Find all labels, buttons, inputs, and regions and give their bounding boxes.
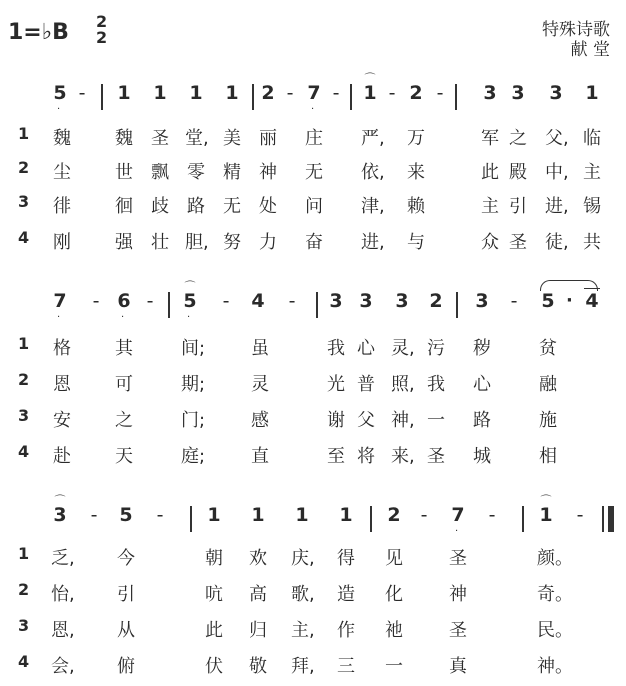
lyric: 进, [361, 232, 385, 253]
lyric: 赴 [53, 446, 71, 467]
lyric: 敬 [249, 656, 267, 677]
octave-dot-low: · [311, 104, 315, 115]
lyric: 神 [449, 584, 467, 605]
lyric: 见 [385, 548, 403, 569]
lyric: 伏 [205, 656, 223, 677]
lyric: 庄 [305, 128, 323, 149]
lyric: 恩, [51, 620, 75, 641]
time-signature [96, 14, 107, 46]
lyric: 格 [53, 338, 71, 359]
lyric: 会, [51, 656, 75, 677]
lyric: 我 [327, 338, 345, 359]
lyric: 俯 [117, 656, 135, 677]
lyric: 依, [361, 162, 385, 183]
lyric: 引 [117, 584, 135, 605]
lyric: 临 [583, 128, 601, 149]
note: 2 [429, 290, 443, 312]
lyric: 归 [249, 620, 267, 641]
note: 3 [483, 82, 497, 104]
note: 5 [541, 290, 555, 312]
bar-line [522, 506, 524, 532]
lyric: 此 [205, 620, 223, 641]
lyric: 可 [115, 374, 133, 395]
lyric: 众 [481, 232, 499, 253]
lyric: 直 [251, 446, 269, 467]
lyric: 万 [407, 128, 425, 149]
verse-number: 1 [18, 334, 30, 353]
dash: - [90, 504, 98, 526]
lyric: 颜。 [537, 548, 573, 569]
lyrics-line [0, 616, 626, 644]
lyric: 光 [327, 374, 345, 395]
lyric: 虽 [251, 338, 269, 359]
augmentation-dot: · [566, 290, 573, 311]
verse-number: 4 [18, 652, 30, 671]
lyric: 高 [249, 584, 267, 605]
note: 6 [117, 290, 131, 312]
dash: - [156, 504, 164, 526]
lyric: 尘 [53, 162, 71, 183]
lyric: 间; [181, 338, 206, 359]
lyrics-line [0, 406, 626, 434]
lyric: 一 [385, 656, 403, 677]
verse-number: 4 [18, 442, 30, 461]
bar-line [252, 84, 254, 110]
verse-number: 3 [18, 616, 30, 635]
lyric: 乏, [51, 548, 75, 569]
lyric: 奋 [305, 232, 323, 253]
note: 2 [409, 82, 423, 104]
lyric: 心 [473, 374, 491, 395]
bar-line [168, 292, 170, 318]
lyric: 无 [305, 162, 323, 183]
song-title: 献 堂 [570, 40, 610, 60]
note: 3 [475, 290, 489, 312]
lyric: 堂, [185, 128, 209, 149]
lyric: 施 [539, 410, 557, 431]
lyric: 津, [361, 196, 385, 217]
lyric: 主, [291, 620, 315, 641]
fermata-icon: ⌒ [54, 494, 66, 507]
bar-line [101, 84, 103, 110]
lyric: 欢 [249, 548, 267, 569]
lyric: 融 [539, 374, 557, 395]
octave-dot-low: · [57, 312, 61, 323]
lyric: 门; [181, 410, 206, 431]
lyric: 谢 [327, 410, 345, 431]
key-signature: 1=♭B [8, 20, 69, 45]
fermata-icon: ⌒ [364, 72, 376, 85]
lyric: 吭 [205, 584, 223, 605]
lyric: 来 [407, 162, 425, 183]
lyric: 中, [545, 162, 569, 183]
bar-line [370, 506, 372, 532]
lyric: 我 [427, 374, 445, 395]
note: 3 [359, 290, 373, 312]
note: 1 [585, 82, 599, 104]
lyric: 丽 [259, 128, 277, 149]
lyrics-line [0, 580, 626, 608]
lyric: 将 [357, 446, 375, 467]
bar-line [455, 84, 457, 110]
dash: - [286, 82, 294, 104]
lyric: 造 [337, 584, 355, 605]
octave-dot-low: · [455, 526, 459, 537]
lyric: 奇。 [537, 584, 573, 605]
dash: - [436, 82, 444, 104]
note: 1 [251, 504, 265, 526]
lyric: 民。 [537, 620, 573, 641]
note: 5 [183, 290, 197, 312]
lyric: 神, [391, 410, 415, 431]
lyric: 感 [251, 410, 269, 431]
note: 1 [189, 82, 203, 104]
lyric: 锡 [583, 196, 601, 217]
lyric: 无 [223, 196, 241, 217]
note: 4 [585, 290, 599, 312]
octave-dot-low: · [57, 104, 61, 115]
note: 3 [511, 82, 525, 104]
lyrics-line [0, 544, 626, 572]
note: 1 [363, 82, 377, 104]
verse-number: 4 [18, 228, 30, 247]
lyric: 神。 [537, 656, 573, 677]
note: 7 [451, 504, 465, 526]
lyric: 圣 [151, 128, 169, 149]
time-sig-denominator: 2 [96, 28, 108, 47]
lyric: 赖 [407, 196, 425, 217]
fermata-icon: ⌒ [540, 494, 552, 507]
lyric: 朝 [205, 548, 223, 569]
lyric: 城 [473, 446, 491, 467]
lyric: 天 [115, 446, 133, 467]
lyric: 父 [357, 410, 375, 431]
note: 1 [295, 504, 309, 526]
octave-dot-low: · [187, 312, 191, 323]
note: 5 [119, 504, 133, 526]
note: 1 [339, 504, 353, 526]
lyric: 路 [187, 196, 205, 217]
verse-number: 3 [18, 406, 30, 425]
lyric: 壮 [151, 232, 169, 253]
lyric: 殿 [509, 162, 527, 183]
dash: - [420, 504, 428, 526]
lyric: 徊 [115, 196, 133, 217]
lyric: 零 [187, 162, 205, 183]
verse-number: 2 [18, 158, 30, 177]
lyrics-line [0, 124, 626, 152]
notes-row-2 [0, 280, 626, 324]
fermata-icon: ⌒ [184, 280, 196, 293]
lyric: 进, [545, 196, 569, 217]
bar-line [602, 506, 604, 532]
lyric: 之 [115, 410, 133, 431]
lyric: 灵, [391, 338, 415, 359]
lyric: 神 [259, 162, 277, 183]
lyric: 飘 [151, 162, 169, 183]
lyric: 祂 [385, 620, 403, 641]
lyric: 圣 [427, 446, 445, 467]
lyric: 真 [449, 656, 467, 677]
lyric: 魏 [115, 128, 133, 149]
lyric: 普 [357, 374, 375, 395]
dash: - [576, 504, 584, 526]
lyric: 世 [115, 162, 133, 183]
lyric: 歧 [151, 196, 169, 217]
lyric: 严, [361, 128, 385, 149]
lyric: 照, [391, 374, 415, 395]
lyric: 美 [223, 128, 241, 149]
note: 1 [539, 504, 553, 526]
verse-number: 1 [18, 544, 30, 563]
lyric: 主 [583, 162, 601, 183]
lyric: 来, [391, 446, 415, 467]
final-bar-line [608, 506, 614, 532]
dash: - [146, 290, 154, 312]
lyric: 一 [427, 410, 445, 431]
lyric: 灵 [251, 374, 269, 395]
dash: - [222, 290, 230, 312]
lyric: 化 [385, 584, 403, 605]
dash: - [510, 290, 518, 312]
lyric: 主 [481, 196, 499, 217]
note: 7 [53, 290, 67, 312]
note: 1 [153, 82, 167, 104]
note: 3 [549, 82, 563, 104]
lyric: 共 [583, 232, 601, 253]
lyric: 圣 [449, 620, 467, 641]
lyric: 路 [473, 410, 491, 431]
lyric: 今 [117, 548, 135, 569]
bar-line [190, 506, 192, 532]
lyric: 努 [223, 232, 241, 253]
lyric: 魏 [53, 128, 71, 149]
song-header [542, 20, 610, 60]
note: 1 [207, 504, 221, 526]
note: 1 [225, 82, 239, 104]
lyric: 此 [481, 162, 499, 183]
lyric: 期; [181, 374, 206, 395]
lyric: 恩 [53, 374, 71, 395]
note: 3 [53, 504, 67, 526]
dash: - [488, 504, 496, 526]
note: 1 [117, 82, 131, 104]
notes-row-3 [0, 494, 626, 538]
note: 3 [395, 290, 409, 312]
lyric: 胆, [185, 232, 209, 253]
lyric: 三 [337, 656, 355, 677]
lyric: 父, [545, 128, 569, 149]
lyrics-line [0, 652, 626, 680]
lyric: 相 [539, 446, 557, 467]
lyrics-line [0, 442, 626, 470]
lyric: 得 [337, 548, 355, 569]
lyric: 之 [509, 128, 527, 149]
verse-number: 1 [18, 124, 30, 143]
note: 3 [329, 290, 343, 312]
lyric: 强 [115, 232, 133, 253]
lyric: 至 [327, 446, 345, 467]
lyric: 怡, [51, 584, 75, 605]
lyric: 秽 [473, 338, 491, 359]
lyric: 贫 [539, 338, 557, 359]
lyric: 与 [407, 232, 425, 253]
lyric: 圣 [449, 548, 467, 569]
lyric: 圣 [509, 232, 527, 253]
lyric: 精 [223, 162, 241, 183]
lyrics-line [0, 334, 626, 362]
lyrics-line [0, 192, 626, 220]
dash: - [388, 82, 396, 104]
dash: - [288, 290, 296, 312]
bar-line [350, 84, 352, 110]
bar-line [316, 292, 318, 318]
verse-number: 3 [18, 192, 30, 211]
lyric: 徒, [545, 232, 569, 253]
lyrics-line [0, 228, 626, 256]
verse-number: 2 [18, 580, 30, 599]
lyric: 其 [115, 338, 133, 359]
lyric: 刚 [53, 232, 71, 253]
note: 2 [387, 504, 401, 526]
lyric: 力 [259, 232, 277, 253]
lyric: 徘 [53, 196, 71, 217]
lyric: 引 [509, 196, 527, 217]
song-category: 特殊诗歌 [542, 20, 610, 40]
note: 7 [307, 82, 321, 104]
lyric: 安 [53, 410, 71, 431]
lyrics-line [0, 158, 626, 186]
lyric: 作 [337, 620, 355, 641]
bar-line [456, 292, 458, 318]
verse-number: 2 [18, 370, 30, 389]
lyric: 庭; [181, 446, 206, 467]
lyric: 心 [357, 338, 375, 359]
dash: - [78, 82, 86, 104]
lyric: 庆, [291, 548, 315, 569]
lyric: 从 [117, 620, 135, 641]
note: 5 [53, 82, 67, 104]
lyric: 污 [427, 338, 445, 359]
note: 4 [251, 290, 265, 312]
lyrics-line [0, 370, 626, 398]
dash: - [332, 82, 340, 104]
note: 2 [261, 82, 275, 104]
lyric: 拜, [291, 656, 315, 677]
dash: - [92, 290, 100, 312]
octave-dot-low: · [121, 312, 125, 323]
lyric: 军 [481, 128, 499, 149]
time-sig-numerator: 2 [96, 12, 108, 31]
tie-arc [540, 280, 598, 291]
lyric: 歌, [291, 584, 315, 605]
lyric: 问 [305, 196, 323, 217]
lyric: 处 [259, 196, 277, 217]
notes-row-1 [0, 72, 626, 116]
